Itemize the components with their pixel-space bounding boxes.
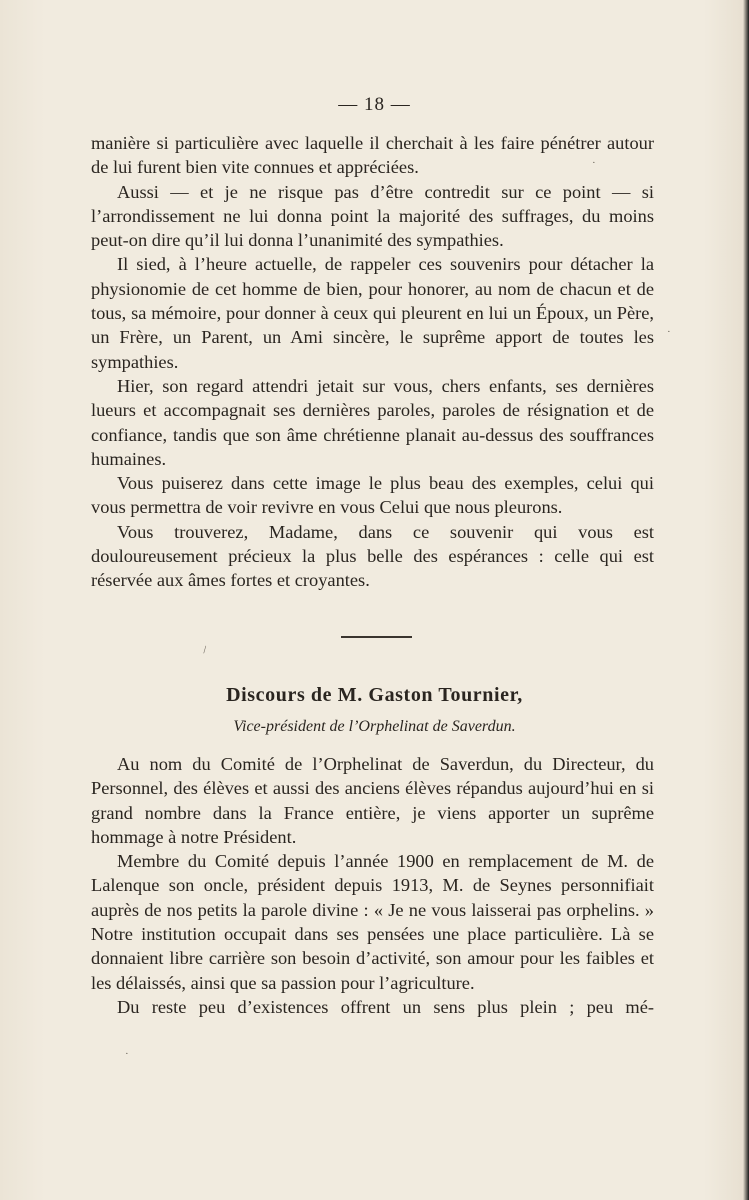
speech-title: Discours de M. Gaston Tournier, xyxy=(226,684,523,706)
paragraph: Vous puiserez dans cette image le plus beau des exemples, celui qui vous permettra de voir revivre en vous Celui que nous pleurons. xyxy=(91,473,654,518)
section-divider xyxy=(341,636,412,638)
paragraph: Vous trouverez, Madame, dans ce souvenir qui vous est douloureusement précieux la plus belle des espérances : celle qui est réservée aux âmes fortes et croyantes. xyxy=(91,521,654,591)
paper-speck: · xyxy=(125,1048,129,1060)
speech-subtitle: Vice-président de l’Orphelinat de Saverdun. xyxy=(233,718,516,735)
speech-text-block xyxy=(91,752,654,1019)
paragraph: Hier, son regard attendri jetait sur vous, chers enfants, ses dernières lueurs et accompagnait ses dernières paroles, paroles de résignation et de confiance, tandis que son âme chrétienne planait au-dessus des souffrances humaines. xyxy=(91,375,654,469)
paragraph: Aussi — et je ne risque pas d’être contredit sur ce point — si l’arrondissement ne lui donna point la majorité des suffrages, du moins peut-on dire qu’il lui donna l’unanimité des sympathies. xyxy=(91,181,654,251)
text-block-continued xyxy=(91,131,654,593)
page-edge-shadow xyxy=(743,0,749,1200)
paragraph: Au nom du Comité de l’Orphelinat de Saverdun, du Directeur, du Personnel, des élèves et aussi des anciens élèves répandus aujourd’hui en si grand nombre dans la France entière, je viens apporter un suprême hommage à notre Président. xyxy=(91,754,654,847)
paragraph: Il sied, à l’heure actuelle, de rappeler ces souvenirs pour détacher la physionomie de cet homme de bien, pour honorer, au nom de chacun et de tous, sa mémoire, pour donner à ceux qui pleurent en lui un Époux, un Père, un Frère, un Parent, un Ami sincère, le suprême apport de toutes les sympathies. xyxy=(91,254,654,372)
paper-speck: · xyxy=(592,157,596,169)
paper-speck: · xyxy=(667,326,671,338)
paragraph: Membre du Comité depuis l’année 1900 en remplacement de M. de Lalenque son oncle, président depuis 1913, M. de Seynes personnifiait auprès de nos petits la parole divine : « Je ne vous laisserai pas orphelins. » Notre institution occupait dans ses pensées une place particulière. Là se donnaient libre carrière son besoin d’activité, son amour pour les faibles et les délaissés, ainsi que sa passion pour l’agriculture. xyxy=(91,851,654,993)
paper-mark: \ xyxy=(199,644,210,656)
page-number: — 18 — xyxy=(338,94,411,115)
paragraph: Du reste peu d’existences offrent un sens plus plein ; peu mé- xyxy=(117,996,654,1017)
paragraph: manière si particulière avec laquelle il cherchait à les faire pénétrer autour de lui furent bien vite connues et appréciées. xyxy=(91,133,654,178)
